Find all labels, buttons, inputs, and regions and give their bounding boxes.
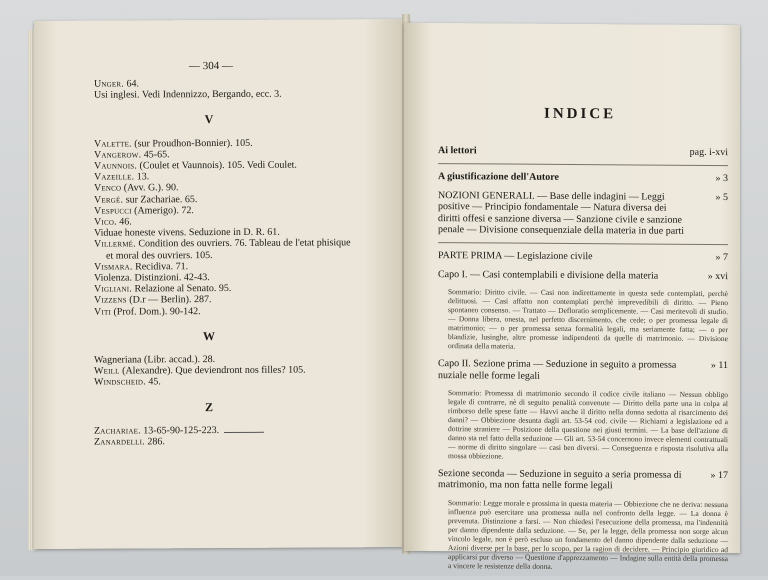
entry-name: Vaunnois. xyxy=(94,160,138,172)
entry-text: sur Zachariae. 65. xyxy=(123,193,198,206)
entry-text: 45. xyxy=(145,376,161,388)
entry-name: Vergé. xyxy=(94,194,124,206)
entry-name: Viti xyxy=(94,306,111,318)
toc-page: pag. i-xvi xyxy=(689,146,728,159)
left-page xyxy=(34,19,409,549)
table-of-contents xyxy=(438,145,728,580)
entry-text: Condition des ouvriers. 76. Tableau de l'etat phisique xyxy=(135,237,351,250)
index-entry xyxy=(94,376,394,389)
entry-name: Valette. xyxy=(94,138,132,150)
toc-entry xyxy=(438,269,728,282)
toc-entry xyxy=(438,171,728,184)
toc-page: » 17 xyxy=(710,470,728,482)
index-entries xyxy=(94,77,394,448)
entry-text: 286. xyxy=(144,436,165,448)
entry-name: Vizzens xyxy=(94,294,127,307)
entry-name: Vespucci xyxy=(94,205,132,217)
entry-name: Vico. xyxy=(94,216,117,228)
entry-name: Weill xyxy=(94,365,120,377)
toc-label: Sezione seconda — Seduzione in seguito a seria promessa di matrimonio, ma non fatta nelle forme legali xyxy=(438,468,682,492)
open-book xyxy=(22,14,744,571)
toc-label: A giustificazione dell'Autore xyxy=(438,171,559,184)
index-entry xyxy=(94,435,394,448)
entry-name: Unger. xyxy=(94,78,124,90)
toc-divider xyxy=(438,243,728,246)
entry-name: Villermé. xyxy=(94,238,136,251)
index-title: INDICE xyxy=(544,105,617,123)
entry-text: (Coulet et Vaunnois). 105. Vedi Coulet. xyxy=(137,159,297,172)
toc-label: PARTE PRIMA — Legislazione civile xyxy=(438,250,593,263)
section-u xyxy=(94,77,394,101)
chapter-summary: Sommario: Diritto civile. — Casi non indirettamente in questa sede contemplati, perchè delittuosi. — Casi affatto non contemplati perchè imprevedibili di diritto. — Pieno spontaneo consenso. — Trattato — Defloratio semplicemente. — Casi meritevoli di studio. — Donna libera, onesta, nel perfetto discernimento, che cede; o per promessa legale di matrimonio; — o per promessa senza formalità legali, ma seriamente fatta; — o per blandizie, lusinghe, altre promesse indipendenti da quelle di matrimonio. — Divisione ordinata della materia. xyxy=(448,287,728,351)
section-w xyxy=(94,353,394,388)
letter-heading-v: V xyxy=(204,112,214,127)
chapter-summary: Sommario: Promessa di matrimonio secondo il codice civile italiano — Nessun obbligo legale di contrarre, nè di seguito penalità convenute — Diritto della parte una in colpa al rimborso delle spese fatte — Havvi anche il diritto nella donna sedotta al risarcimento dei danni? — Obbiezione desunta dagli art. 53-54 cod. civile — Richiami a legislazione ed a dottrine straniere — Posizione della questione nei giusti termini. — La base dell'azione di danno sta nel fatto della seduzione — Gli art. 53-54 concernono invece elementi contrattuali — norme di diritto singolare — casi ben diversi. — Conseguenza e risposta risolutiva alla mossa obbiezione. xyxy=(448,388,728,461)
toc-entry xyxy=(438,468,728,493)
entry-name: Vangerow. xyxy=(94,149,142,161)
entry-text: 13-65-90-125-223. xyxy=(140,424,220,437)
toc-label: Capo I. — Casi contemplabili e divisione della materia xyxy=(438,268,659,282)
entry-text: (D.r — Berlin). 287. xyxy=(126,294,212,306)
toc-entry xyxy=(438,251,728,264)
entry-text: Violenza. Distinzioni. 42-43. xyxy=(94,272,210,284)
entry-text: Usi inglesi. Vedi Indennizzo, Bergando, ecc. 3. xyxy=(94,88,282,101)
entry-text: 45-65. xyxy=(141,149,170,161)
entry-text: (Amerigo). 72. xyxy=(131,204,194,217)
entry-name: Vismara. xyxy=(94,261,133,273)
entry-text: 13. xyxy=(134,171,150,183)
entry-text: (sur Proudhon-Bonnier). 105. xyxy=(131,137,253,150)
entry-text: (Prof. Dom.). 90-142. xyxy=(110,305,201,318)
toc-divider xyxy=(438,163,728,166)
entry-name: Zanardelli. xyxy=(94,436,145,448)
toc-page: » 3 xyxy=(715,173,728,185)
entry-name: Vazeille. xyxy=(94,171,135,183)
toc-page: » 7 xyxy=(715,252,728,264)
index-entry xyxy=(94,238,394,251)
entry-name: Zachariae. xyxy=(94,425,141,437)
section-z xyxy=(94,424,394,448)
letter-heading-z: Z xyxy=(204,399,213,414)
index-entry xyxy=(94,305,394,318)
entry-name: Vigliani. xyxy=(94,283,132,295)
entry-text: et moral des ouvriers. 105. xyxy=(106,249,213,262)
entry-text: (Avv. G.). 90. xyxy=(121,182,179,194)
entry-text: Recidiva. 71. xyxy=(132,261,189,273)
entry-text: Relazione al Senato. 95. xyxy=(131,283,232,295)
index-entry xyxy=(94,88,394,101)
section-v xyxy=(94,137,394,318)
entry-text: Viduae honeste vivens. Seduzione in D. R. 61. xyxy=(94,226,280,239)
page-number: — 304 — xyxy=(189,59,233,73)
entry-name: Venco xyxy=(94,182,122,195)
right-page xyxy=(404,23,740,571)
toc-page: » xvi xyxy=(707,270,728,282)
toc-label: Capo II. Sezione prima — Seduzione in seguito a promessa nuziale nelle forme legali xyxy=(438,358,677,382)
toc-label: Ai lettori xyxy=(438,145,477,157)
toc-entry xyxy=(438,358,728,383)
entry-text: Wagneriana (Libr. accad.). 28. xyxy=(94,354,216,366)
entry-name: Windscheid. xyxy=(94,376,146,389)
entry-text: 46. xyxy=(116,216,132,228)
toc-page: » 5 xyxy=(715,191,728,203)
entry-text: 64. xyxy=(123,78,139,90)
toc-entry xyxy=(438,190,728,238)
toc-entry xyxy=(438,145,728,158)
toc-page: » 11 xyxy=(710,360,728,372)
letter-heading-w: W xyxy=(203,328,215,343)
entry-text: (Alexandre). Que deviendront nos filles? 105. xyxy=(119,364,306,377)
end-rule xyxy=(224,432,264,433)
toc-label: NOZIONI GENERALI. — Base delle indagini — Leggi positive — Principio fondamentale — Natura diversa dei diritti offesi e sanzione diversa — Sanzione civile e sanzione penale — Divisione consequenziale della materia in due parti xyxy=(438,189,685,237)
chapter-summary: Sommario: Legge morale e prossima in questa materia — Obbiezione che ne deriva: nessuna influenza può esercitare una promessa nulla nel confronto della legge. — La donna è prevenuta. Distinzione a farsi. — Non chiedesi l'esecuzione della promessa, ma l'indennità per danno dipendente dalla seduzione. — Se, per la legge, della promessa non sorge alcun vincolo legale, non è però escluso un fondamento del danno dipendente dalla seduzione — Azioni diverse per la base, per lo scopo, per la ragion di decidere. — Principio giuridico ad applicarsi pur diverso — Questione d'apprezzamento — Indagine sulla entità della promessa a vincere le resistenze della donna. xyxy=(448,498,728,571)
